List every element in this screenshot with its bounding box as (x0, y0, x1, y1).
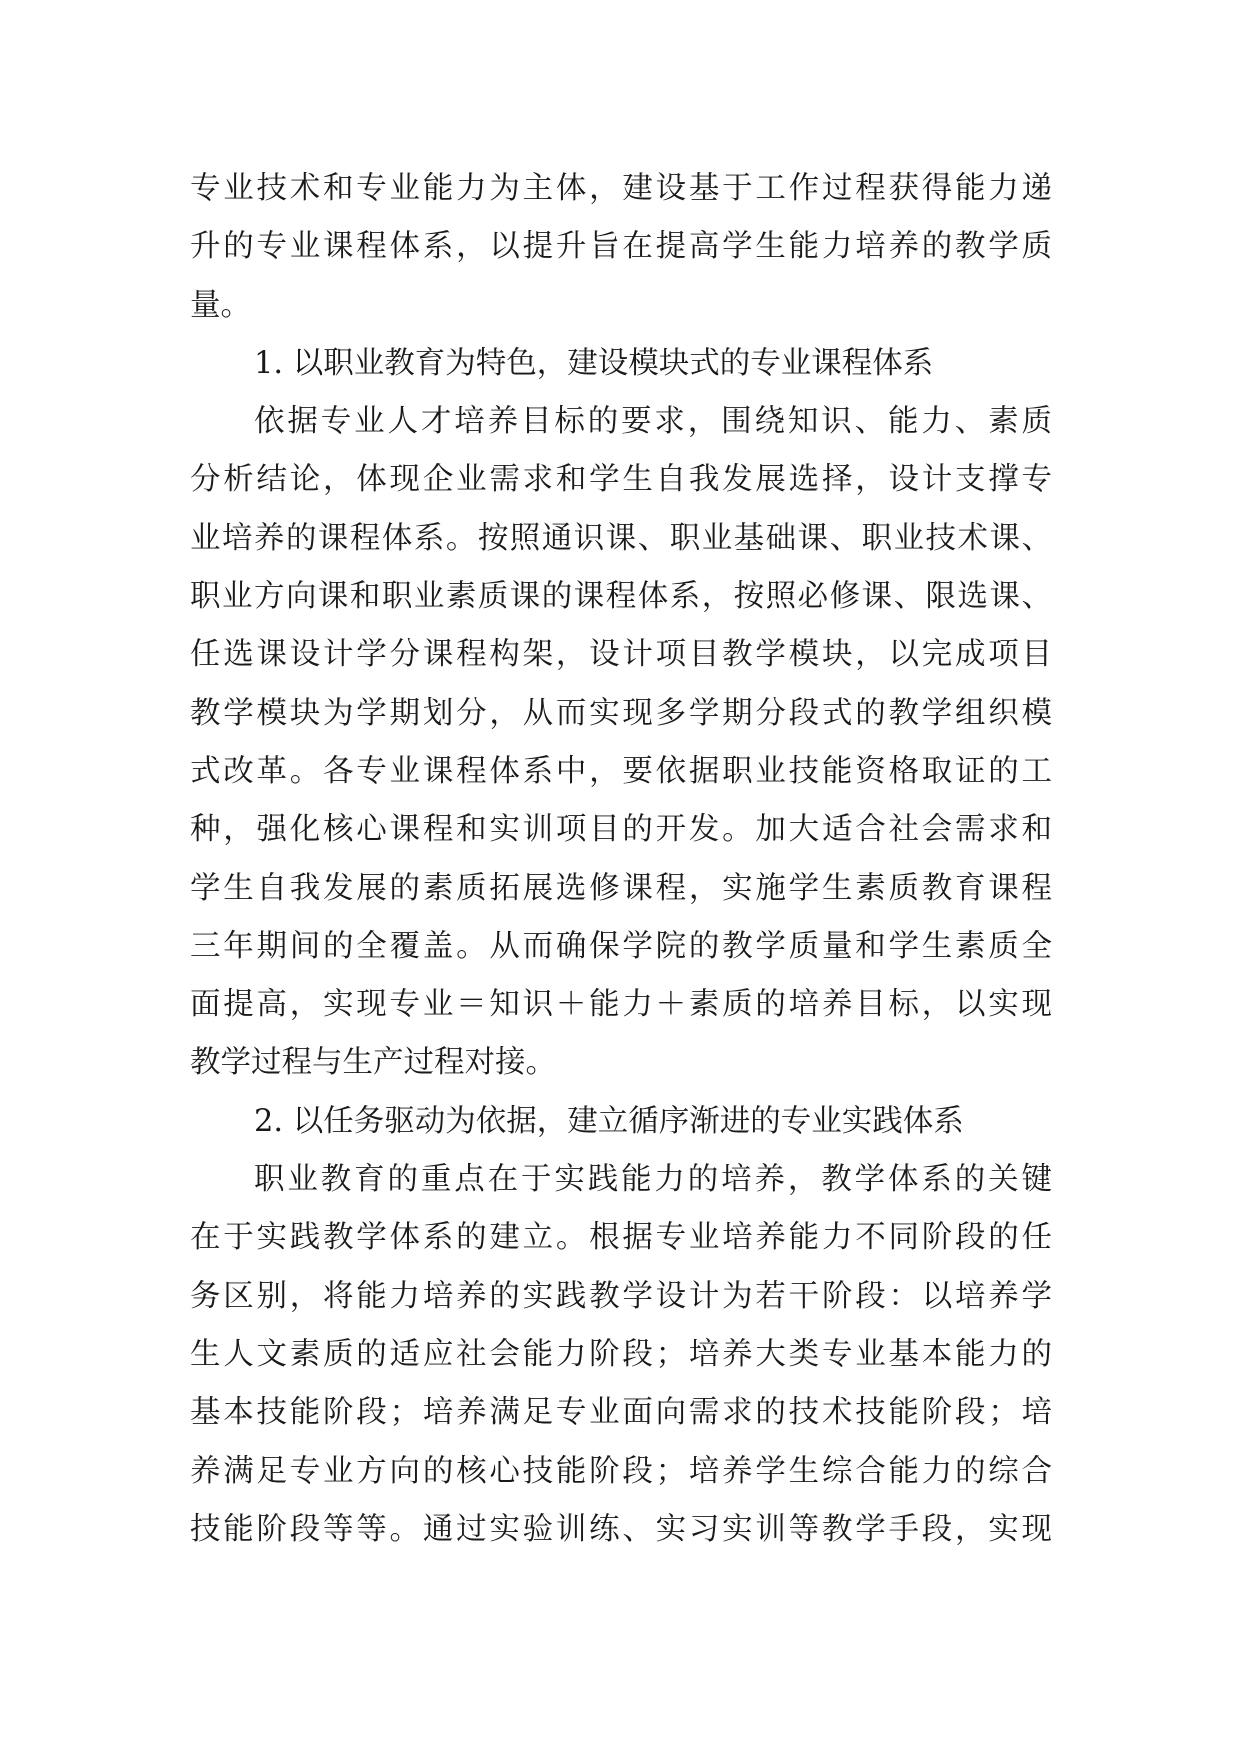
text-line: 面提高，实现专业＝知识＋能力＋素质的培养目标，以实现 (190, 987, 1052, 1023)
body-text (190, 160, 1052, 1559)
text-line: 养满足专业方向的核心技能阶段；培养学生综合能力的综合 (190, 1453, 1052, 1489)
text-line: 任选课设计学分课程构架，设计项目教学模块，以完成项目 (190, 637, 1052, 673)
text-line: 务区别，将能力培养的实践教学设计为若干阶段：以培养学 (190, 1278, 1052, 1314)
text-line: 技能阶段等等。通过实验训练、实习实训等教学手段，实现 (190, 1511, 1052, 1547)
text-line: 学生自我发展的素质拓展选修课程，实施学生素质教育课程 (190, 870, 1052, 906)
text-line: 在于实践教学体系的建立。根据专业培养能力不同阶段的任 (190, 1220, 1052, 1256)
text-line: 生人文素质的适应社会能力阶段；培养大类专业基本能力的 (190, 1336, 1052, 1372)
text-line: 职业教育的重点在于实践能力的培养，教学体系的关键 (254, 1162, 1052, 1198)
text-line: 教学模块为学期划分，从而实现多学期分段式的教学组织模 (190, 695, 1052, 731)
text-line: 三年期间的全覆盖。从而确保学院的教学质量和学生素质全 (190, 928, 1052, 964)
text-line: 分析结论，体现企业需求和学生自我发展选择，设计支撑专 (190, 462, 1052, 498)
text-line: 基本技能阶段；培养满足专业面向需求的技术技能阶段；培 (190, 1395, 1052, 1431)
section-heading-2: 2. 以任务驱动为依据，建立循序渐进的专业实践体系 (254, 1103, 964, 1139)
text-line: 业培养的课程体系。按照通识课、职业基础课、职业技术课、 (190, 520, 1052, 556)
text-line: 量。 (190, 287, 251, 323)
text-line: 升的专业课程体系，以提升旨在提高学生能力培养的教学质 (190, 229, 1052, 265)
text-line: 专业技术和专业能力为主体，建设基于工作过程获得能力递 (190, 171, 1052, 206)
text-line: 教学过程与生产过程对接。 (190, 1045, 556, 1081)
section-heading-1: 1. 以职业教育为特色，建设模块式的专业课程体系 (254, 345, 934, 381)
text-line: 式改革。各专业课程体系中，要依据职业技能资格取证的工 (190, 753, 1052, 789)
text-line: 依据专业人才培养目标的要求，围绕知识、能力、素质 (254, 404, 1052, 440)
text-line: 种，强化核心课程和实训项目的开发。加大适合社会需求和 (190, 812, 1052, 848)
text-line: 职业方向课和职业素质课的课程体系，按照必修课、限选课、 (190, 579, 1052, 615)
